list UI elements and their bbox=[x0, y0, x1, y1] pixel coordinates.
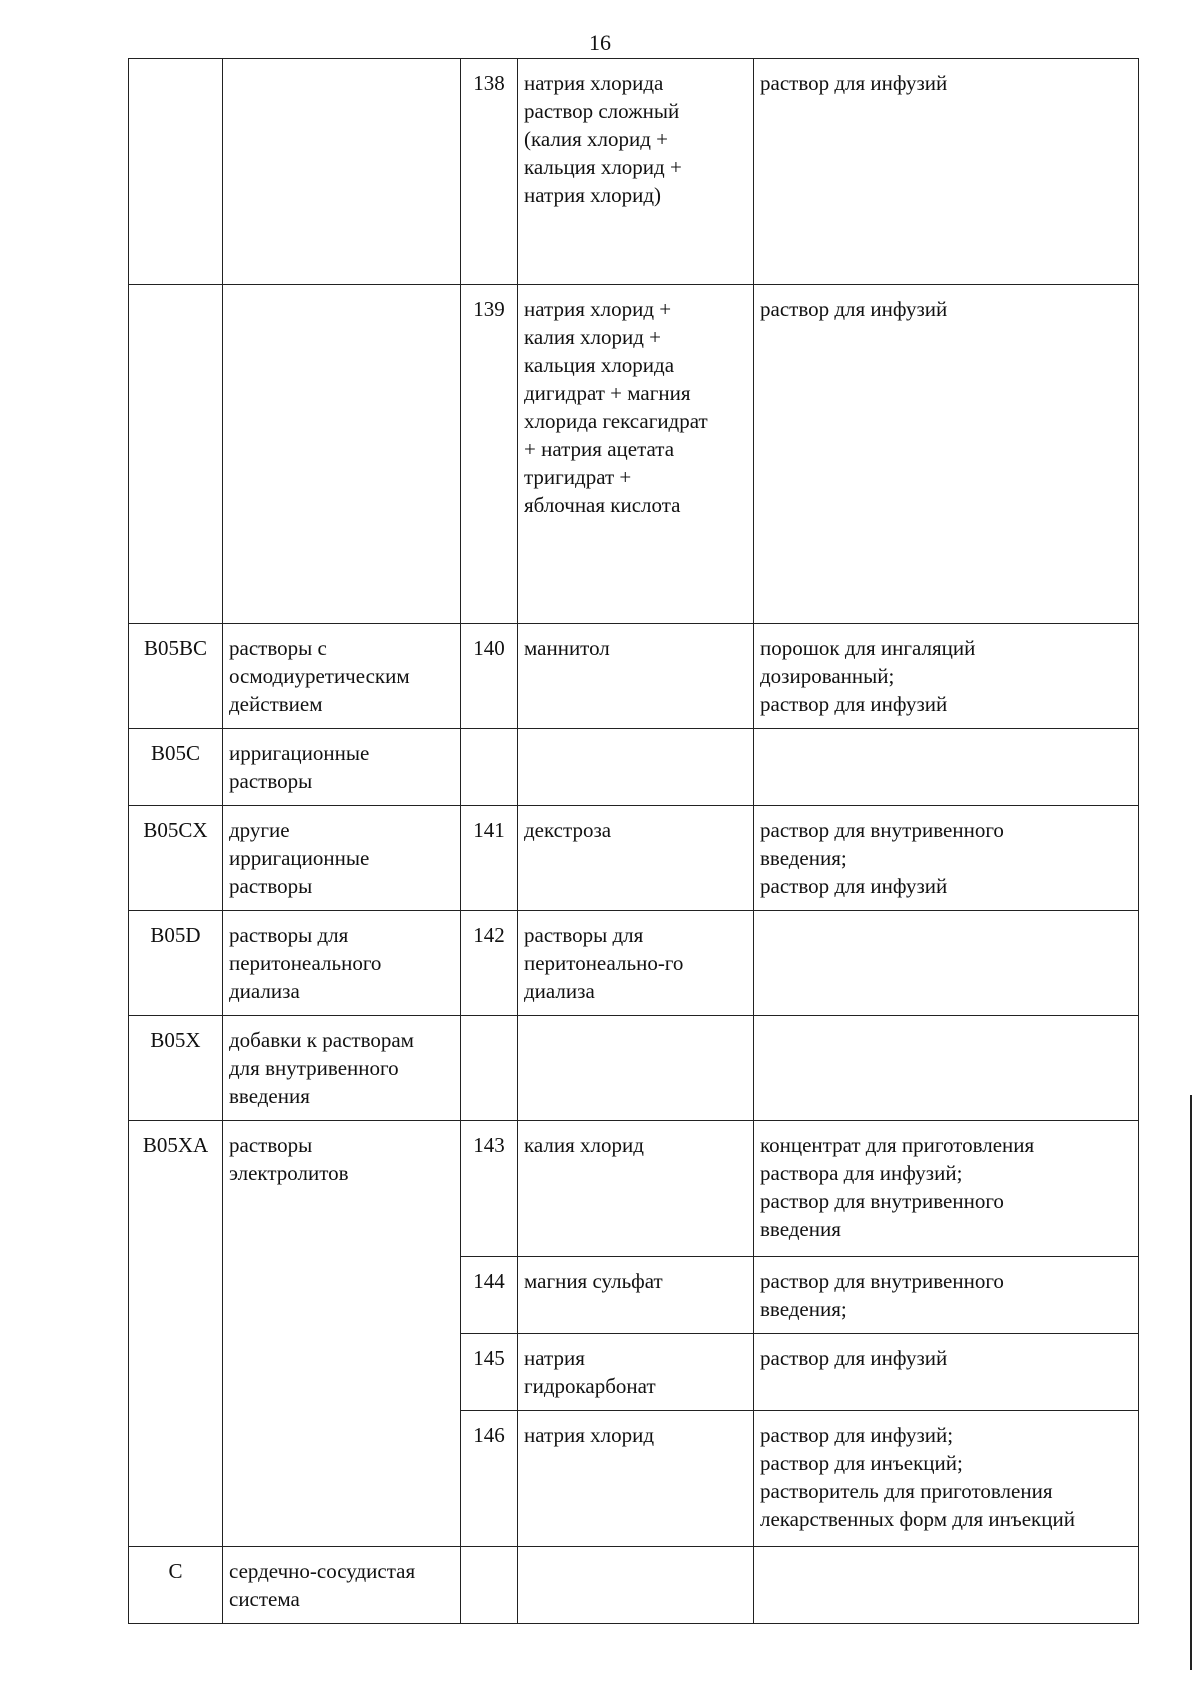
drug-name-cell-line: декстроза bbox=[524, 818, 612, 842]
dosage-form-cell-line: дозированный; bbox=[760, 664, 895, 688]
atc-code-cell bbox=[129, 1016, 223, 1121]
drug-name-cell-line: раствор сложный bbox=[524, 99, 680, 123]
dosage-form-cell-line: раствор для внутривенного bbox=[760, 1189, 1004, 1213]
table-row bbox=[129, 1547, 1139, 1624]
drug-name-cell-line: диализа bbox=[524, 979, 595, 1003]
atc-code-cell-line: B05D bbox=[150, 923, 201, 947]
atc-code-cell bbox=[129, 624, 223, 729]
dosage-form-cell-line: раствор для внутривенного bbox=[760, 818, 1004, 842]
atc-group-cell-line: перитонеального bbox=[229, 951, 382, 975]
item-number-cell bbox=[461, 806, 518, 911]
atc-group-cell-line: растворы для bbox=[229, 923, 349, 947]
drug-name-cell-line: калия хлорид + bbox=[524, 325, 662, 349]
drug-name-cell bbox=[518, 59, 754, 285]
drug-name-cell-line: натрия хлорид bbox=[524, 1423, 654, 1447]
drug-name-cell bbox=[518, 806, 754, 911]
atc-group-cell bbox=[223, 624, 461, 729]
item-number-cell bbox=[461, 1411, 518, 1547]
atc-code-cell-line: B05CX bbox=[143, 818, 208, 842]
dosage-form-cell-line: раствора для инфузий; bbox=[760, 1161, 963, 1185]
dosage-form-cell bbox=[754, 1121, 1139, 1257]
drug-name-cell bbox=[518, 1257, 754, 1334]
item-number-cell bbox=[461, 1257, 518, 1334]
atc-code-cell bbox=[129, 806, 223, 911]
atc-group-cell bbox=[223, 729, 461, 806]
atc-code-cell-line: B05X bbox=[150, 1028, 201, 1052]
drug-name-cell bbox=[518, 1016, 754, 1121]
dosage-form-cell bbox=[754, 59, 1139, 285]
drug-name-cell-line: дигидрат + магния bbox=[524, 381, 691, 405]
atc-group-cell-line: добавки к растворам bbox=[229, 1028, 414, 1052]
atc-group-cell bbox=[223, 1547, 461, 1624]
atc-group-cell-line: растворы bbox=[229, 1133, 313, 1157]
atc-code-cell bbox=[129, 911, 223, 1016]
dosage-form-cell bbox=[754, 911, 1139, 1016]
atc-group-cell-line: электролитов bbox=[229, 1161, 349, 1185]
item-number-cell bbox=[461, 285, 518, 624]
drug-name-cell bbox=[518, 1121, 754, 1257]
table-row bbox=[129, 285, 1139, 624]
table-row bbox=[129, 806, 1139, 911]
margin-rule bbox=[1190, 1095, 1192, 1670]
dosage-form-cell-line: введения bbox=[760, 1217, 841, 1241]
atc-group-cell bbox=[223, 806, 461, 911]
dosage-form-cell bbox=[754, 1257, 1139, 1334]
dosage-form-cell-line: раствор для инфузий bbox=[760, 692, 948, 716]
item-number-cell-line: 145 bbox=[473, 1346, 505, 1370]
table-row bbox=[129, 59, 1139, 285]
dosage-form-cell bbox=[754, 1411, 1139, 1547]
dosage-form-cell bbox=[754, 1016, 1139, 1121]
dosage-form-cell-line: раствор для инфузий bbox=[760, 874, 948, 898]
atc-group-cell-line: осмодиуретическим bbox=[229, 664, 410, 688]
atc-group-cell bbox=[223, 911, 461, 1016]
table-row bbox=[129, 911, 1139, 1016]
item-number-cell-line: 144 bbox=[473, 1269, 505, 1293]
atc-code-cell bbox=[129, 1121, 223, 1547]
dosage-form-cell-line: раствор для инфузий; bbox=[760, 1423, 954, 1447]
dosage-form-cell-line: раствор для инъекций; bbox=[760, 1451, 963, 1475]
item-number-cell bbox=[461, 1121, 518, 1257]
item-number-cell bbox=[461, 1547, 518, 1624]
drug-name-cell-line: натрия хлорида bbox=[524, 71, 664, 95]
atc-group-cell bbox=[223, 285, 461, 624]
dosage-form-cell-line: введения; bbox=[760, 846, 847, 870]
dosage-form-cell-line: раствор для внутривенного bbox=[760, 1269, 1004, 1293]
atc-group-cell-line: растворы с bbox=[229, 636, 327, 660]
drug-name-cell bbox=[518, 729, 754, 806]
dosage-form-cell-line: раствор для инфузий bbox=[760, 71, 948, 95]
drug-name-cell bbox=[518, 1411, 754, 1547]
atc-group-cell-line: сердечно-сосудистая bbox=[229, 1559, 416, 1583]
atc-code-cell bbox=[129, 729, 223, 806]
atc-code-cell bbox=[129, 1547, 223, 1624]
dosage-form-cell-line: концентрат для приготовления bbox=[760, 1133, 1035, 1157]
drug-name-cell-line: натрия хлорид) bbox=[524, 183, 661, 207]
atc-group-cell-line: другие bbox=[229, 818, 290, 842]
drug-name-cell bbox=[518, 1334, 754, 1411]
item-number-cell bbox=[461, 1334, 518, 1411]
item-number-cell bbox=[461, 729, 518, 806]
dosage-form-cell bbox=[754, 624, 1139, 729]
page-number: 16 bbox=[589, 30, 611, 55]
item-number-cell bbox=[461, 911, 518, 1016]
dosage-form-cell-line: лекарственных форм для инъекций bbox=[760, 1507, 1075, 1531]
atc-code-cell bbox=[129, 285, 223, 624]
atc-code-cell bbox=[129, 59, 223, 285]
item-number-cell-line: 140 bbox=[473, 636, 505, 660]
atc-group-cell-line: ирригационные bbox=[229, 846, 370, 870]
dosage-form-cell-line: введения; bbox=[760, 1297, 847, 1321]
item-number-cell bbox=[461, 624, 518, 729]
item-number-cell-line: 141 bbox=[473, 818, 505, 842]
drug-name-cell-line: натрия bbox=[524, 1346, 585, 1370]
dosage-form-cell bbox=[754, 729, 1139, 806]
atc-group-cell-line: растворы bbox=[229, 874, 313, 898]
drug-name-cell-line: кальция хлорида bbox=[524, 353, 675, 377]
atc-group-cell-line: введения bbox=[229, 1084, 310, 1108]
atc-code-cell-line: B05BC bbox=[143, 636, 208, 660]
drug-name-cell-line: перитонеально-го bbox=[524, 951, 684, 975]
drug-name-cell bbox=[518, 911, 754, 1016]
drug-name-cell-line: калия хлорид bbox=[524, 1133, 644, 1157]
table-body bbox=[129, 59, 1139, 1624]
item-number-cell bbox=[461, 1016, 518, 1121]
item-number-cell bbox=[461, 59, 518, 285]
atc-group-cell-line: диализа bbox=[229, 979, 300, 1003]
table-row bbox=[129, 624, 1139, 729]
dosage-form-cell bbox=[754, 806, 1139, 911]
item-number-cell-line: 142 bbox=[473, 923, 505, 947]
drug-name-cell-line: маннитол bbox=[524, 636, 610, 660]
atc-group-cell bbox=[223, 1016, 461, 1121]
drug-name-cell-line: натрия хлорид + bbox=[524, 297, 672, 321]
dosage-form-cell bbox=[754, 1547, 1139, 1624]
drug-name-cell bbox=[518, 285, 754, 624]
drug-name-cell bbox=[518, 1547, 754, 1624]
drug-name-cell-line: тригидрат + bbox=[524, 465, 632, 489]
table-row bbox=[129, 1016, 1139, 1121]
item-number-cell-line: 139 bbox=[473, 297, 505, 321]
drug-name-cell-line: кальция хлорид + bbox=[524, 155, 682, 179]
table-row bbox=[129, 729, 1139, 806]
atc-group-cell-line: система bbox=[229, 1587, 300, 1611]
medicines-table bbox=[128, 58, 1139, 1624]
atc-group-cell bbox=[223, 59, 461, 285]
drug-name-cell-line: магния сульфат bbox=[524, 1269, 663, 1293]
atc-code-cell-line: B05C bbox=[150, 741, 200, 765]
drug-name-cell-line: гидрокарбонат bbox=[524, 1374, 656, 1398]
table-row bbox=[129, 1121, 1139, 1257]
atc-code-cell-line: C bbox=[168, 1559, 183, 1583]
item-number-cell-line: 138 bbox=[473, 71, 505, 95]
atc-group-cell-line: для внутривенного bbox=[229, 1056, 399, 1080]
drug-name-cell-line: + натрия ацетата bbox=[524, 437, 675, 461]
drug-name-cell bbox=[518, 624, 754, 729]
dosage-form-cell bbox=[754, 1334, 1139, 1411]
dosage-form-cell-line: раствор для инфузий bbox=[760, 297, 948, 321]
atc-group-cell-line: действием bbox=[229, 692, 323, 716]
atc-group-cell-line: ирригационные bbox=[229, 741, 370, 765]
atc-group-cell-line: растворы bbox=[229, 769, 313, 793]
dosage-form-cell-line: раствор для инфузий bbox=[760, 1346, 948, 1370]
drug-name-cell-line: хлорида гексагидрат bbox=[524, 409, 708, 433]
drug-name-cell-line: растворы для bbox=[524, 923, 644, 947]
atc-code-cell-line: B05XA bbox=[142, 1133, 209, 1157]
dosage-form-cell-line: порошок для ингаляций bbox=[760, 636, 976, 660]
dosage-form-cell-line: растворитель для приготовления bbox=[760, 1479, 1053, 1503]
atc-group-cell bbox=[223, 1121, 461, 1547]
dosage-form-cell bbox=[754, 285, 1139, 624]
item-number-cell-line: 146 bbox=[473, 1423, 505, 1447]
drug-name-cell-line: яблочная кислота bbox=[524, 493, 681, 517]
drug-name-cell-line: (калия хлорид + bbox=[524, 127, 669, 151]
item-number-cell-line: 143 bbox=[473, 1133, 505, 1157]
